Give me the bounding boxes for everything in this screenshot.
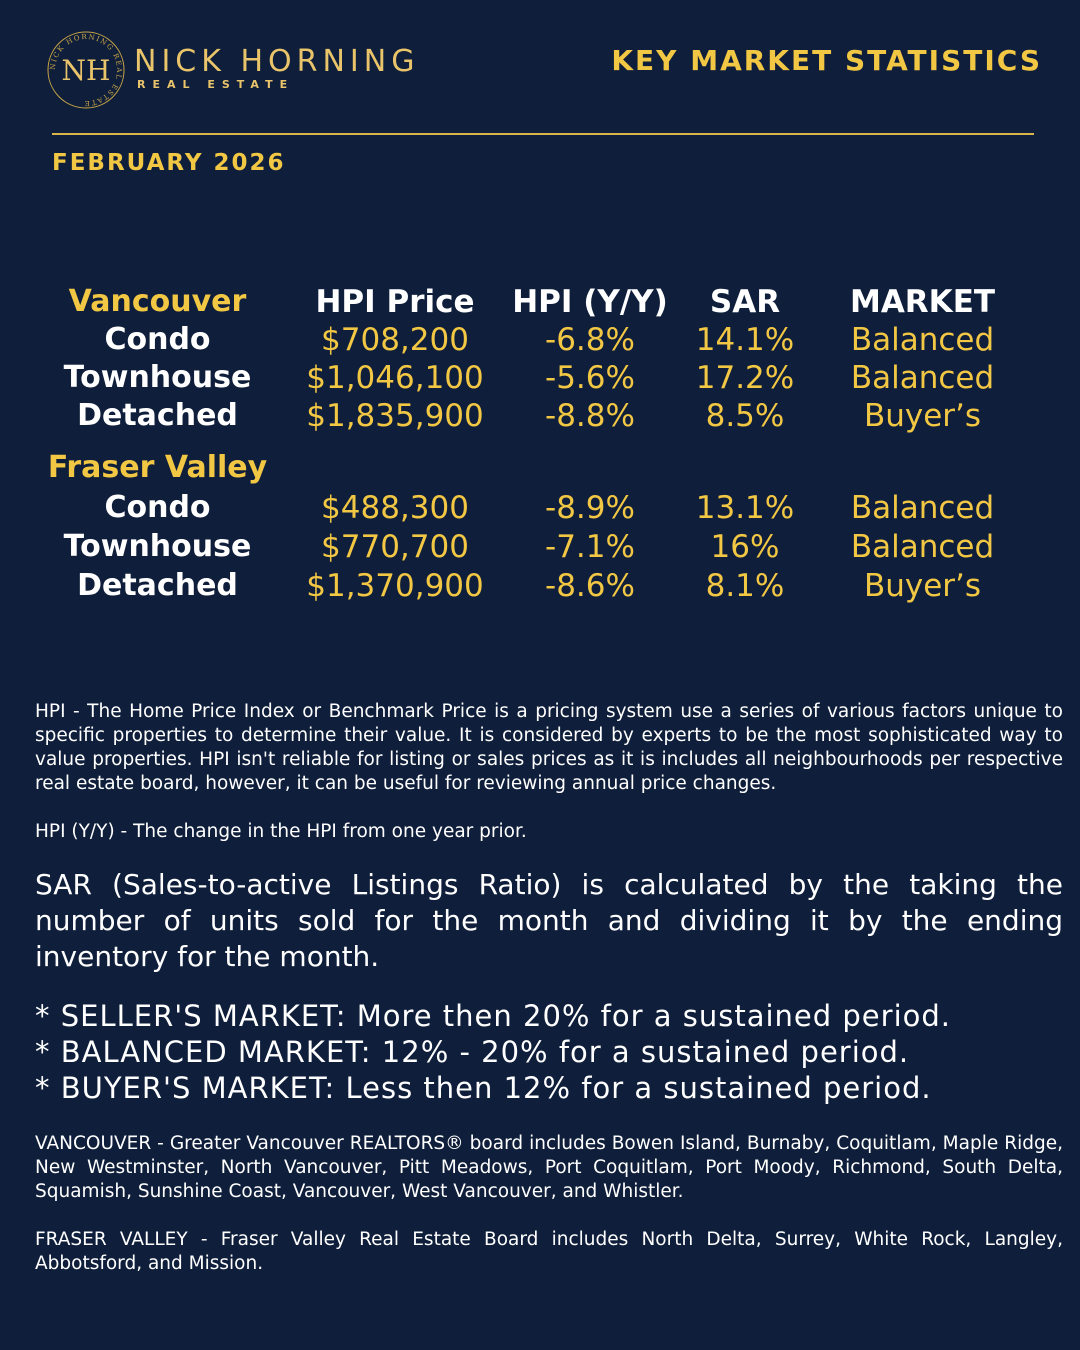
hpi-price: $1,046,100 <box>306 360 484 396</box>
fraser-valley-board-note: FRASER VALLEY - Fraser Valley Real Estate Board includes North Delta, Surrey, White Rock, Langley, Abbotsford, and Mission. <box>35 1229 1063 1274</box>
hpi-definition: HPI - The Home Price Index or Benchmark Price is a pricing system use a series of various factors unique to specific properties to determine their value. It is considered by experts to be the most sophisticated way to value properties. HPI isn't reliable for listing or sales prices as it is includes all neighbourhoods per respective real estate board, however, it can be useful for reviewing annual price changes. <box>35 701 1063 794</box>
market-status: Balanced <box>850 322 995 358</box>
table-row <box>0 398 1080 438</box>
page-title: KEY MARKET STATISTICS <box>611 44 1042 77</box>
region-label-vancouver: Vancouver <box>68 284 247 319</box>
table-row <box>0 529 1080 569</box>
brand-seal-logo <box>46 30 126 110</box>
table-row <box>0 490 1080 530</box>
brand-name: NICK HORNING <box>134 44 420 79</box>
hpi-yoy: -7.1% <box>545 529 635 565</box>
market-type-buyers: * BUYER'S MARKET: Less then 12% for a sustained period. <box>35 1071 932 1105</box>
sar-value: 8.1% <box>705 568 785 604</box>
region-label-fraser-valley: Fraser Valley <box>47 450 268 485</box>
market-status: Balanced <box>850 360 995 396</box>
sar-value: 16% <box>710 529 780 565</box>
table-row <box>0 322 1080 362</box>
property-type: Condo <box>104 490 211 525</box>
property-type: Detached <box>77 568 238 603</box>
hpi-yoy: -8.9% <box>545 490 635 526</box>
market-status: Balanced <box>850 490 995 526</box>
market-status: Balanced <box>850 529 995 565</box>
hpi-price: $1,370,900 <box>306 568 484 604</box>
sar-value: 8.5% <box>705 398 785 434</box>
header <box>0 0 1080 176</box>
column-header-hpi-yoy: HPI (Y/Y) <box>512 284 668 320</box>
region-header-row <box>0 450 1080 490</box>
hpi-price: $1,835,900 <box>306 398 484 434</box>
market-types-list <box>35 998 1063 1106</box>
column-header-hpi-price: HPI Price <box>315 284 475 320</box>
column-header-market: MARKET <box>849 284 996 320</box>
svg-text:NICK HORNING REAL ESTATE: NICK HORNING REAL ESTATE <box>48 32 124 108</box>
property-type: Detached <box>77 398 238 433</box>
market-type-balanced: * BALANCED MARKET: 12% - 20% for a sustained period. <box>35 1035 910 1069</box>
sar-value: 13.1% <box>695 490 795 526</box>
table-row <box>0 568 1080 608</box>
sar-value: 17.2% <box>695 360 795 396</box>
sar-definition: SAR (Sales-to-active Listings Ratio) is calculated by the taking the number of units sold for the month and dividing it by the ending inventory for the month. <box>35 868 1063 973</box>
hpi-price: $708,200 <box>321 322 469 358</box>
property-type: Townhouse <box>63 360 252 395</box>
svg-text:NH: NH <box>61 54 111 87</box>
brand-subtitle: REAL ESTATE <box>137 78 295 91</box>
market-type-sellers: * SELLER'S MARKET: More then 20% for a sustained period. <box>35 999 952 1033</box>
market-status: Buyer’s <box>863 398 982 434</box>
header-divider <box>52 133 1034 135</box>
hpi-price: $488,300 <box>321 490 469 526</box>
property-type: Townhouse <box>63 529 252 564</box>
property-type: Condo <box>104 322 211 357</box>
table-row <box>0 360 1080 400</box>
table-header-row <box>0 284 1080 324</box>
hpi-yoy: -8.8% <box>545 398 635 434</box>
column-header-sar: SAR <box>709 284 781 320</box>
vancouver-board-note: VANCOUVER - Greater Vancouver REALTORS® board includes Bowen Island, Burnaby, Coquitlam, Maple Ridge, New Westminster, North Vancouver, Pitt Meadows, Port Coquitlam, Port Moody, Richmond, South Delta, Squamish, Sunshine Coast, Vancouver, West Vancouver, and Whistler. <box>35 1133 1063 1202</box>
market-status: Buyer’s <box>863 568 982 604</box>
hpi-yoy: -8.6% <box>545 568 635 604</box>
hpi-price: $770,700 <box>321 529 469 565</box>
hpi-yoy: -6.8% <box>545 322 635 358</box>
hpi-yoy-definition: HPI (Y/Y) - The change in the HPI from one year prior. <box>35 821 527 842</box>
report-period: FEBRUARY 2026 <box>52 150 286 176</box>
sar-value: 14.1% <box>695 322 795 358</box>
hpi-yoy: -5.6% <box>545 360 635 396</box>
